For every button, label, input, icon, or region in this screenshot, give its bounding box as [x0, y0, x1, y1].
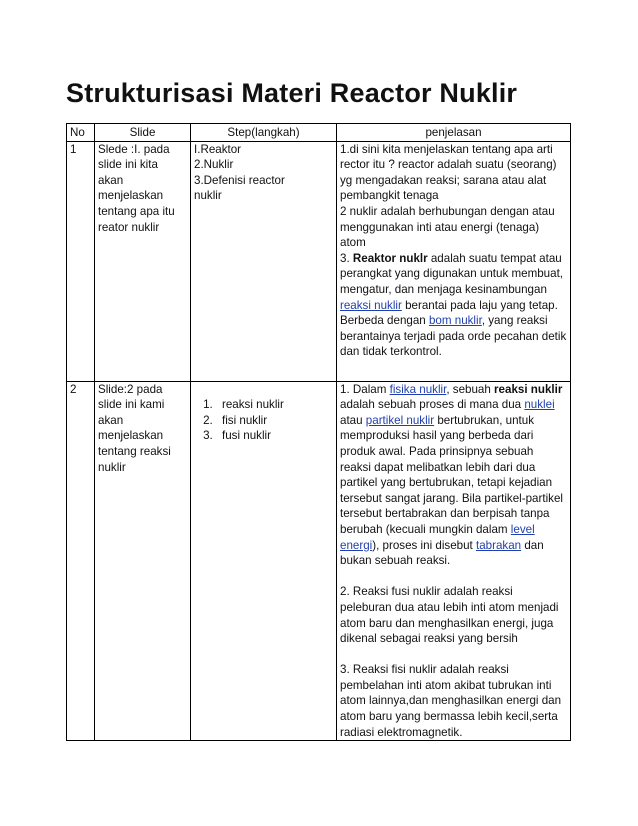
link-tabrakan[interactable]: tabrakan	[475, 538, 522, 552]
text-span: 1. Dalam	[340, 382, 390, 396]
page-title: Strukturisasi Materi Reactor Nuklir	[66, 78, 518, 108]
text-span: ), proses ini disebut	[372, 538, 476, 552]
text-span: 3.	[340, 251, 353, 265]
text-span: atau	[340, 413, 366, 427]
text-span: bertubrukan, untuk memproduksi hasil yang berbeda dari produk awal. Pada prinsipnya sebuah reaksi dapat melibatkan lebih dari dua partikel yang bertubrukan, tetapi kejadian tersebut sangat jarang. Bila partikel-partikel tersebut bertabrakan dan berpisah tanpa berubah (kecuali mungkin dalam	[340, 413, 563, 536]
slide-cell: Slede :I. pada slide ini kita akan menjelaskan tentang apa itu reator nuklir	[95, 141, 191, 381]
explanation-paragraph	[340, 382, 567, 569]
steps-list	[194, 397, 333, 444]
row-number: 1	[67, 141, 95, 381]
link-nuklei[interactable]: nuklei	[524, 398, 555, 412]
penjelasan-cell	[337, 141, 571, 381]
table-header-row	[67, 124, 571, 142]
text-span: adalah suatu tempat atau perangkat yang digunakan untuk membuat, mengatur, dan menjaga kesinambungan	[340, 251, 564, 296]
steps-cell	[191, 381, 337, 741]
row-number: 2	[67, 381, 95, 741]
explanation-paragraph: 1.di sini kita menjelaskan tentang apa arti rector itu ? reactor adalah suatu (seorang) yg mengadakan reaksi; sarana atau alat pembangkit tenaga 2 nuklir adalah berhubungan dengan atau menggunakan inti atau energi (tenaga) atom	[340, 142, 557, 250]
bold-term: reaksi nuklir	[494, 382, 563, 396]
slide-cell: Slide:2 pada slide ini kami akan menjelaskan tentang reaksi nuklir	[95, 381, 191, 741]
header-step: Step(langkah)	[191, 124, 337, 142]
header-slide: Slide	[95, 124, 191, 142]
explanation-paragraph: 2. Reaksi fusi nuklir adalah reaksi peleburan dua atau lebih inti atom menjadi atom baru dan menghasilkan energi, juga dikenal sebagai reaksi yang bersih	[340, 585, 559, 646]
text-span: , yang reaksi berantainya terjadi pada orde pecahan detik dan tidak terkontrol.	[340, 314, 567, 359]
text-span: dan bukan sebuah reaksi.	[340, 538, 544, 568]
materials-table	[66, 123, 571, 741]
text-span: , sebuah	[446, 382, 495, 396]
header-penjelasan: penjelasan	[337, 124, 571, 142]
steps-cell: I.Reaktor 2.Nuklir 3.Defenisi reactor nuklir	[191, 141, 337, 381]
link-bom-nuklir[interactable]: bom nuklir	[428, 314, 482, 328]
bold-term: Reaktor nuklr	[352, 251, 428, 265]
link-reaksi-nuklir[interactable]: reaksi nuklir	[340, 298, 402, 312]
explanation-paragraph	[340, 251, 567, 360]
link-level-energi[interactable]: level energi	[340, 522, 535, 552]
text-span: adalah sebuah proses di mana dua	[340, 398, 525, 412]
text-span: berantai pada laju yang tetap. Berbeda dengan	[340, 298, 558, 328]
list-item: 2. fisi nuklir	[216, 413, 333, 429]
link-fisika-nuklir[interactable]: fisika nuklir	[389, 382, 447, 396]
table-row	[67, 381, 571, 741]
penjelasan-cell	[337, 381, 571, 741]
table-row	[67, 141, 571, 381]
list-item: 1. reaksi nuklir	[216, 397, 333, 413]
header-no: No	[67, 124, 95, 142]
link-partikel-nuklir[interactable]: partikel nuklir	[365, 413, 435, 427]
explanation-paragraph: 3. Reaksi fisi nuklir adalah reaksi pembelahan inti atom akibat tubrukan inti atom lainnya,dan menghasilkan energi dan atom baru yang bermassa lebih kecil,serta radiasi elektromagnetik.	[340, 663, 562, 739]
list-item: 3. fusi nuklir	[216, 428, 333, 444]
